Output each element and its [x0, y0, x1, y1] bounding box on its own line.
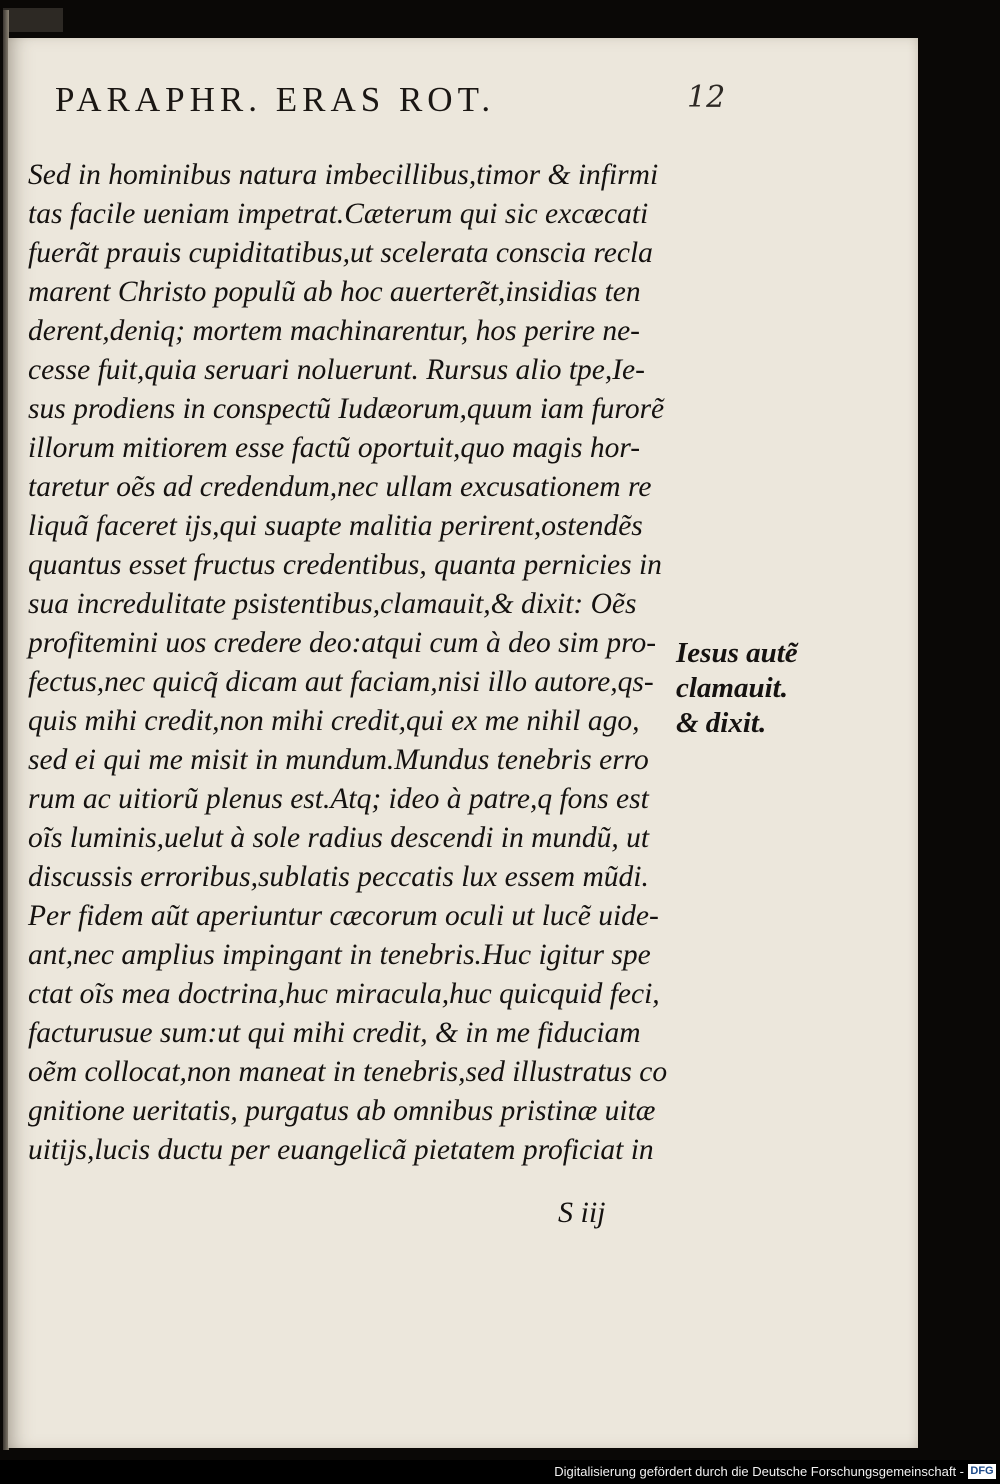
text-line: liquã faceret ijs,qui suapte malitia perirent,ostendẽs [28, 510, 643, 542]
text-line: fectus,nec quicq̃ dicam aut faciam,nisi illo autore,qs- [28, 666, 654, 698]
footer-bar [0, 1460, 1000, 1484]
text-line: sua incredulitate psistentibus,clamauit,& dixit: Oẽs [28, 588, 637, 620]
text-line: Per fidem aũt aperiuntur cæcorum oculi ut lucẽ uide- [28, 900, 659, 932]
marginal-note-line: clamauit. [676, 672, 788, 704]
text-line: ant,nec amplius impingant in tenebris.Huc igitur spe [28, 939, 651, 971]
text-line: Sed in hominibus natura imbecillibus,timor & infirmi [28, 159, 659, 191]
funding-credit: Digitalisierung gefördert durch die Deutsche Forschungsgemeinschaft - [554, 1464, 964, 1479]
marginal-note-line: & dixit. [676, 707, 767, 739]
text-line: discussis erroribus,sublatis peccatis lux essem mũdi. [28, 861, 649, 893]
text-line: sus prodiens in conspectũ Iudæorum,quum iam furorẽ [28, 393, 665, 425]
binding-edge-top [3, 8, 63, 32]
text-line: oĩs luminis,uelut à sole radius descendi in mundũ, ut [28, 822, 650, 854]
folio-number: 12 [687, 80, 726, 115]
text-line: profitemini uos credere deo:atqui cum à deo sim pro- [28, 627, 657, 659]
text-line: fuerãt prauis cupiditatibus,ut scelerata conscia recla [28, 237, 653, 269]
text-line: illorum mitiorem esse factũ oportuit,quo magis hor- [28, 432, 641, 464]
text-line: ctat oĩs mea doctrina,huc miracula,huc quicquid feci, [28, 978, 660, 1010]
marginal-note [676, 636, 826, 741]
text-line: facturusue sum:ut qui mihi credit, & in me fiduciam [28, 1017, 641, 1049]
text-line: gnitione ueritatis, purgatus ab omnibus pristinæ uitæ [28, 1095, 656, 1127]
text-line: marent Christo populũ ab hoc auerterẽt,insidias ten [28, 276, 641, 308]
marginal-note-line: Iesus autẽ [676, 637, 798, 669]
text-line: uitijs,lucis ductu per euangelicã pietatem proficiat in [28, 1134, 654, 1166]
text-line: oẽm collocat,non maneat in tenebris,sed illustratus co [28, 1056, 668, 1088]
body-text [28, 156, 683, 1170]
text-line: quis mihi credit,non mihi credit,qui ex me nihil ago, [28, 705, 640, 737]
dfg-logo: DFG [968, 1464, 996, 1479]
text-line: rum ac uitiorũ plenus est.Atq; ideo à patre,q fons est [28, 783, 649, 815]
text-line: cesse fuit,quia seruari noluerunt. Rursus alio tpe,Ie- [28, 354, 645, 386]
text-line: quantus esset fructus credentibus, quanta pernicies in [28, 549, 662, 581]
running-header: PARAPHR. ERAS ROT. [55, 80, 496, 119]
text-line: derent,deniq; mortem machinarentur, hos perire ne- [28, 315, 641, 347]
text-line: tas facile ueniam impetrat.Cæterum qui sic excæcati [28, 198, 649, 230]
text-line: sed ei qui me misit in mundum.Mundus tenebris erro [28, 744, 649, 776]
text-line: taretur oẽs ad credendum,nec ullam excusationem re [28, 471, 652, 503]
signature-mark: S iij [558, 1196, 606, 1229]
